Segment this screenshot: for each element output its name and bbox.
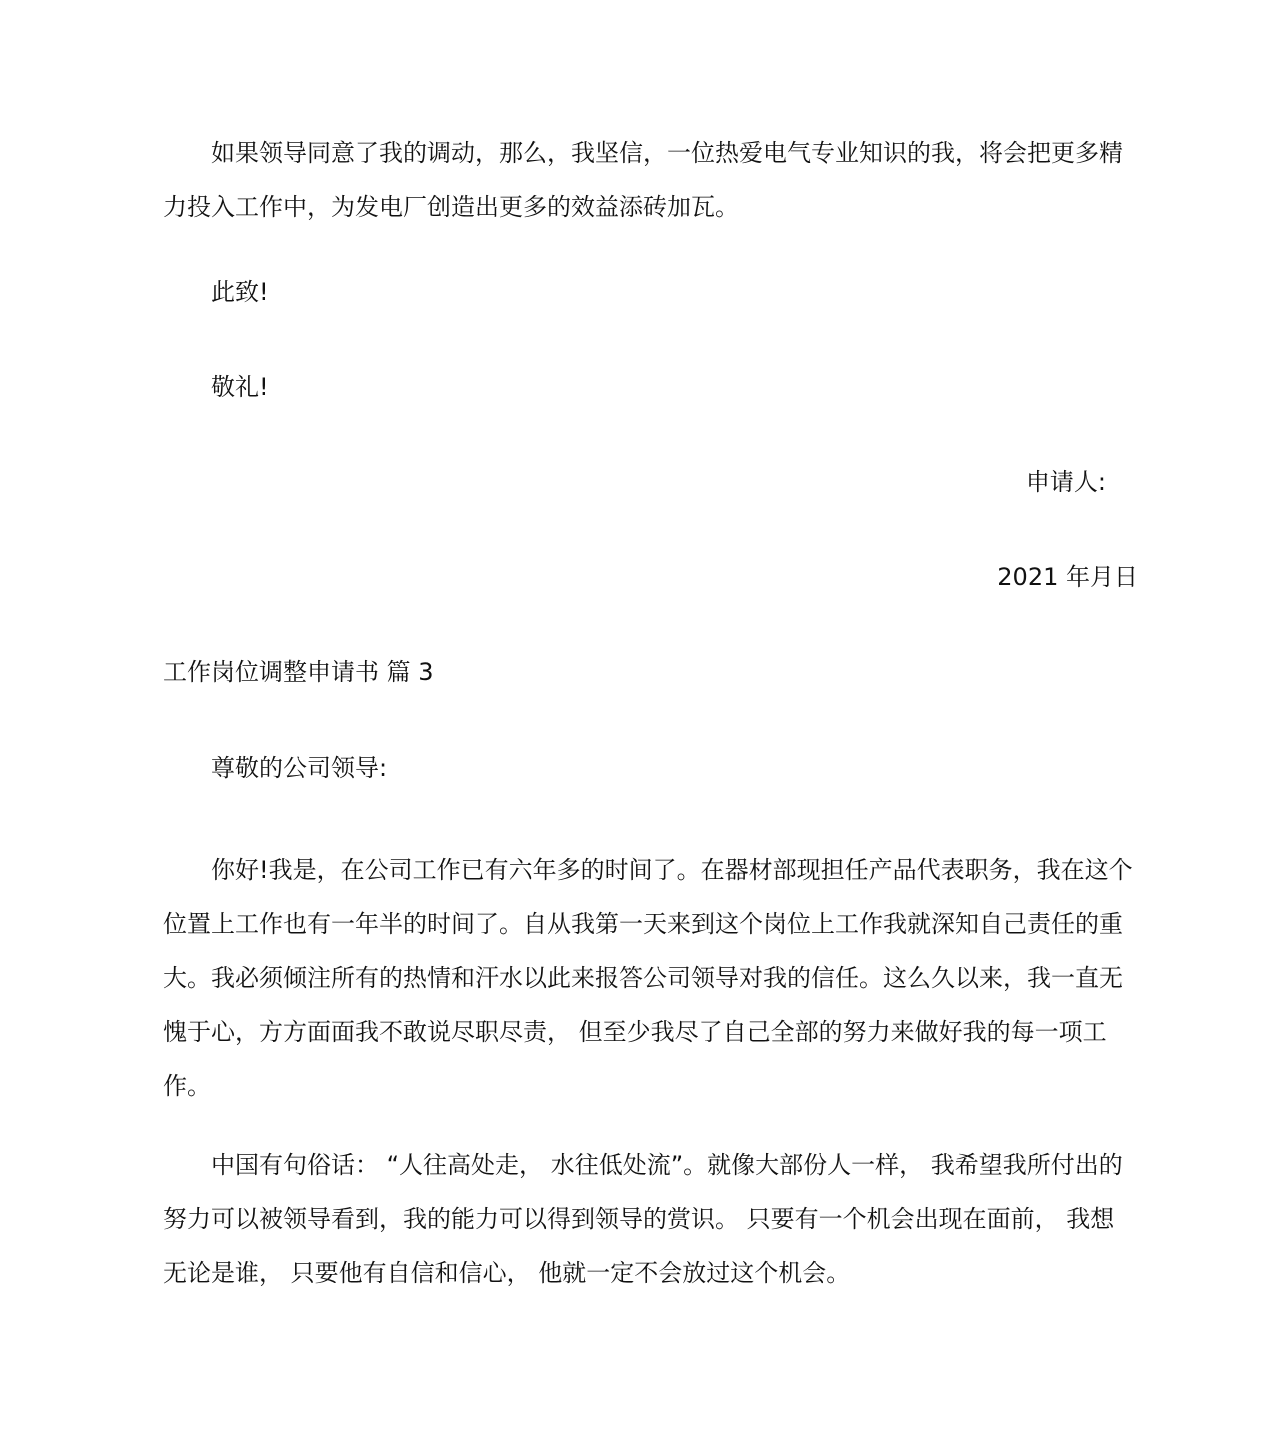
paragraph-transfer-commitment: 如果领导同意了我的调动，那么，我坚信，一位热爱电气专业知识的我，将会把更多精力投入工作中，为发电厂创造出更多的效益添砖加瓦。 bbox=[163, 139, 1123, 221]
closing-salutation: 此致! bbox=[211, 278, 269, 306]
section-heading: 工作岗位调整申请书 篇 3 bbox=[163, 658, 434, 686]
paragraph-aspiration: 中国有句俗话： “人往高处走， 水往低处流”。就像大部份人一样， 我希望我所付出的努力可以被领导看到，我的能力可以得到领导的赏识。 只要有一个机会出现在面前， 我想无论是谁， 只要他有自信和信心， 他就一定不会放过这个机会。 bbox=[163, 1151, 1123, 1287]
closing-regards: 敬礼! bbox=[211, 373, 269, 401]
salutation: 尊敬的公司领导: bbox=[211, 754, 388, 782]
date-line: 2021 年月日 bbox=[997, 563, 1138, 591]
applicant-label: 申请人: bbox=[1025, 468, 1106, 496]
paragraph-self-introduction: 你好!我是，在公司工作已有六年多的时间了。在器材部现担任产品代表职务，我在这个位置上工作也有一年半的时间了。自从我第一天来到这个岗位上工作我就深知自己责任的重大。我必须倾注所有的热情和汗水以此来报答公司领导对我的信任。这么久以来，我一直无愧于心，方方面面我不敢说尽职尽责， 但至少我尽了自己全部的努力来做好我的每一项工作。 bbox=[163, 856, 1133, 1100]
